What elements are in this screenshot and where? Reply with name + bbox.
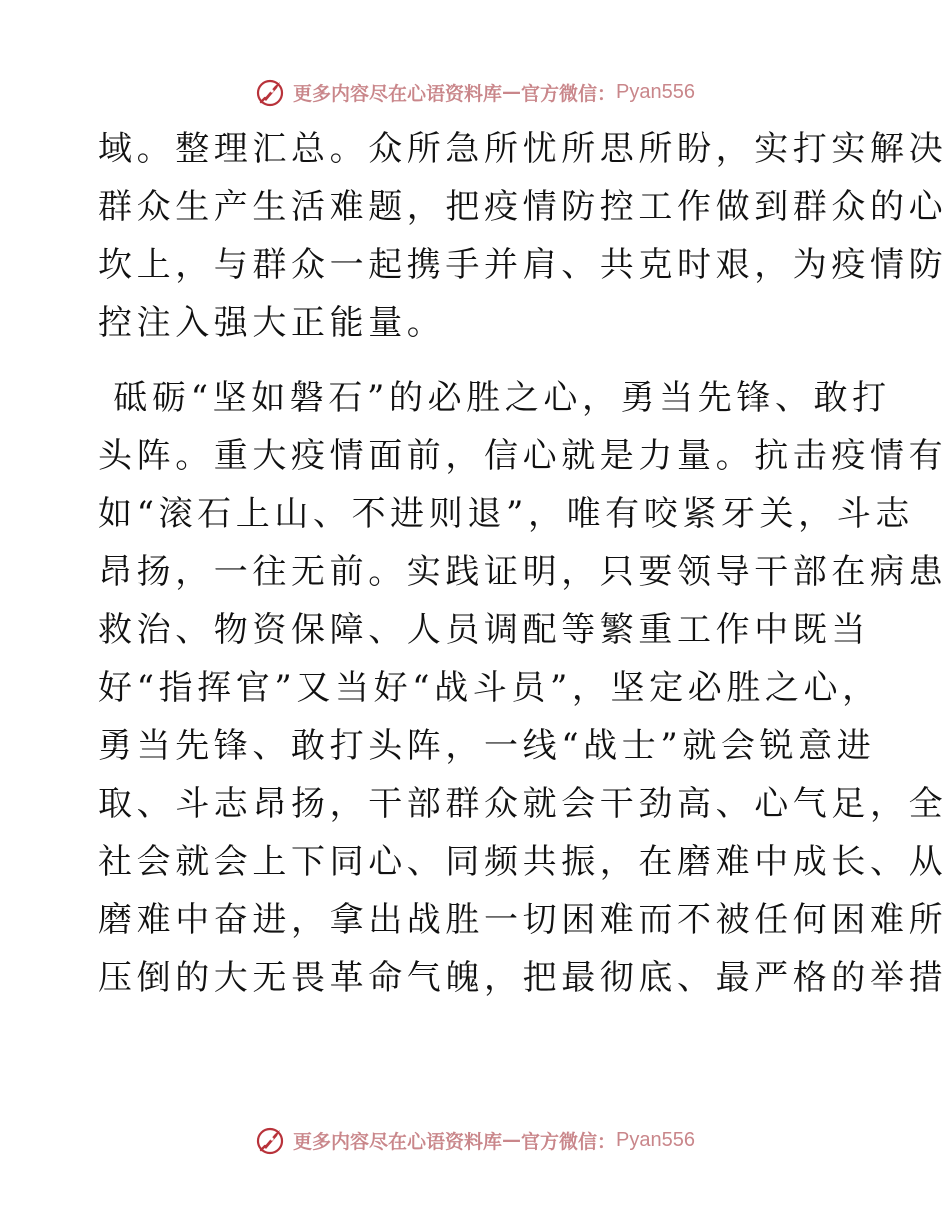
paragraph-2 xyxy=(98,369,948,1007)
paragraph-2-line-5: 救治、物资保障、人员调配等繁重工作中既当 xyxy=(98,610,870,650)
header-dash: — xyxy=(502,81,522,103)
paragraph-2-line-6: 好“指挥官”又当好“战斗员”，坚定必胜之心， xyxy=(98,668,881,708)
header-wechat-label: 官方微信： xyxy=(521,82,617,105)
paragraph-2-line-9: 社会就会上下同心、同频共振，在磨难中成长、从 xyxy=(98,842,948,882)
pen-nib-logo-icon xyxy=(255,76,287,108)
paragraph-2-line-3: 如“滚石上山、不进则退”，唯有咬紧牙关，斗志 xyxy=(98,494,914,534)
paragraph-1 xyxy=(98,120,948,352)
header-watermark xyxy=(0,72,950,112)
footer-site-text: 更多内容尽在心语资料库 xyxy=(293,1130,503,1153)
paragraph-1-line-3: 坎上，与群众一起携手并肩、共克时艰，为疫情防 xyxy=(98,245,948,285)
paragraph-1-line-2: 群众生产生活难题，把疫情防控工作做到群众的心 xyxy=(98,187,948,227)
footer-wechat-label: 官方微信： xyxy=(521,1130,617,1153)
paragraph-2-line-10: 磨难中奋进，拿出战胜一切困难而不被任何困难所 xyxy=(98,900,948,940)
paragraph-2-line-1: 砥砺“坚如磐石”的必胜之心，勇当先锋、敢打 xyxy=(98,378,891,418)
footer-dash: — xyxy=(502,1129,522,1151)
paragraph-2-line-7: 勇当先锋、敢打头阵，一线“战士”就会锐意进 xyxy=(98,726,876,766)
paragraph-1-line-4: 控注入强大正能量。 xyxy=(98,303,446,343)
paragraph-2-line-2: 头阵。重大疫情面前，信心就是力量。抗击疫情有 xyxy=(98,436,948,476)
header-site-text: 更多内容尽在心语资料库 xyxy=(293,82,503,105)
header-wechat-id: Pyan556 xyxy=(616,80,695,103)
footer-wechat-id: Pyan556 xyxy=(616,1128,695,1151)
paragraph-2-line-8: 取、斗志昂扬，干部群众就会干劲高、心气足，全 xyxy=(98,784,948,824)
paragraph-2-line-11: 压倒的大无畏革命气魄，把最彻底、最严格的举措 xyxy=(98,958,948,998)
paragraph-2-line-4: 昂扬，一往无前。实践证明，只要领导干部在病患 xyxy=(98,552,948,592)
paragraph-1-line-1: 域。整理汇总。众所急所忧所思所盼，实打实解决 xyxy=(98,129,948,169)
footer-watermark xyxy=(0,1120,950,1160)
pen-nib-logo-icon xyxy=(255,1124,287,1156)
